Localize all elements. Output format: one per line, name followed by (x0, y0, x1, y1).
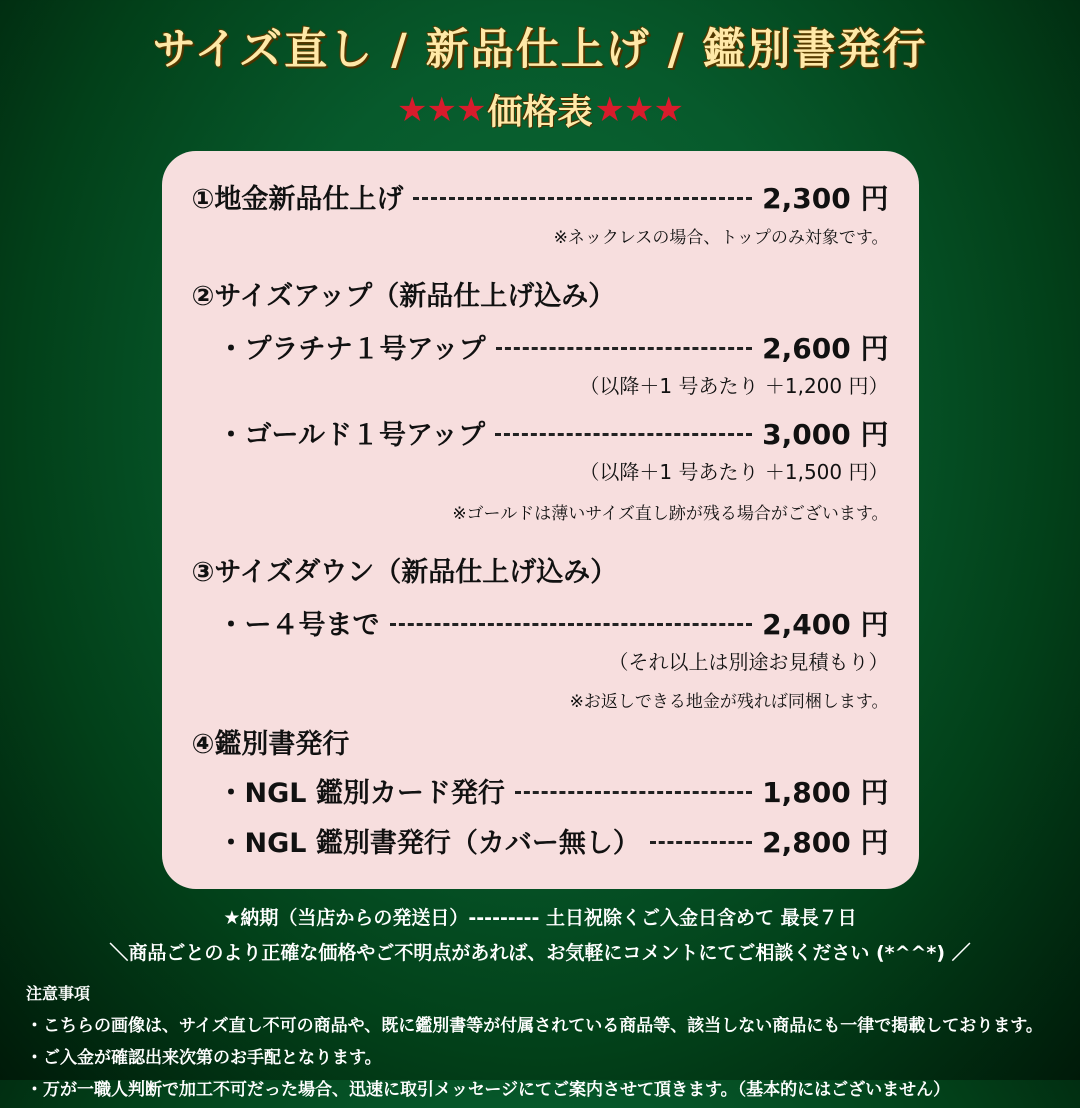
section2-row2-price: 3,000 円 (762, 418, 889, 451)
footer (0, 889, 1080, 1108)
price-card (162, 151, 919, 889)
section2-note: ※ゴールドは薄いサイズ直し跡が残る場合がございます。 (452, 504, 889, 524)
section2-row1-price: 2,600 円 (762, 332, 889, 365)
section4-row2-label: ・NGL 鑑別書発行（カバー無し） (217, 828, 640, 859)
price-row-item1 (192, 177, 889, 217)
section2-heading: ②サイズアップ（新品仕上げ込み） (191, 281, 616, 312)
section4-row1-label: ・NGL 鑑別カード発行 (217, 778, 505, 809)
section3-heading: ③サイズダウン（新品仕上げ込み） (191, 557, 618, 588)
delivery-note: ★納期（当店からの発送日）--------- 土日祝除くご入金日含めて 最長７日 (223, 907, 857, 929)
section4-row-1 (192, 771, 889, 811)
section3-note: ※お返しできる地金が残れば同梱します。 (569, 692, 889, 712)
page-title: サイズ直し / 新品仕上げ / 鑑別書発行 (152, 25, 928, 75)
section2-row-1 (192, 327, 889, 399)
notice-item: ・こちらの画像は、サイズ直し不可の商品や、既に鑑別書等が付属されている商品等、該当しない商品にも一律で掲載しております。 (26, 1016, 1043, 1036)
section3-row-paren: （それ以上は別途お見積もり） (608, 650, 889, 674)
notice-title: 注意事項 (26, 984, 91, 1003)
section4-row-2 (192, 821, 889, 861)
notice-item: ・ご入金が確認出来次第のお手配となります。 (26, 1048, 382, 1068)
section2-row-2 (192, 413, 889, 485)
section3-row-price: 2,400 円 (762, 608, 889, 641)
section4-row2-price: 2,800 円 (762, 826, 889, 859)
section4-heading: ④鑑別書発行 (191, 729, 350, 760)
section2-row1-label: ・プラチナ１号アップ (217, 334, 486, 365)
section3-row-label: ・ー４号まで (217, 610, 380, 641)
section4-row1-price: 1,800 円 (762, 776, 889, 809)
item1-price: 2,300 円 (762, 182, 889, 215)
dot-leader (390, 623, 753, 626)
subtitle-row (0, 85, 1080, 135)
item1-label: ①地金新品仕上げ (191, 184, 404, 215)
stars-right-icon: ★★★ (594, 90, 683, 130)
dot-leader (495, 433, 752, 436)
item1-note: ※ネックレスの場合、トップのみ対象です。 (553, 228, 889, 248)
dot-leader (650, 841, 752, 844)
dot-leader (515, 791, 752, 794)
stars-left-icon: ★★★ (397, 90, 486, 130)
dot-leader (496, 347, 753, 350)
section2-row1-paren: （以降＋1 号あたり ＋1,200 円） (579, 374, 889, 398)
section3-row (192, 603, 889, 675)
section2-row2-paren: （以降＋1 号あたり ＋1,500 円） (579, 460, 889, 484)
notice-item: ・万が一職人判断で加工不可だった場合、迅速に取引メッセージにてご案内させて頂きます。（基本的にはございません） (26, 1080, 951, 1100)
section2-row2-label: ・ゴールド１号アップ (217, 420, 486, 451)
dot-leader (413, 197, 752, 200)
contact-note: ＼商品ごとのより正確な価格やご不明点があれば、お気軽にコメントにてご相談ください (*^^*) ／ (109, 942, 971, 964)
page-subtitle: 価格表 (487, 93, 593, 133)
header (0, 0, 1080, 135)
